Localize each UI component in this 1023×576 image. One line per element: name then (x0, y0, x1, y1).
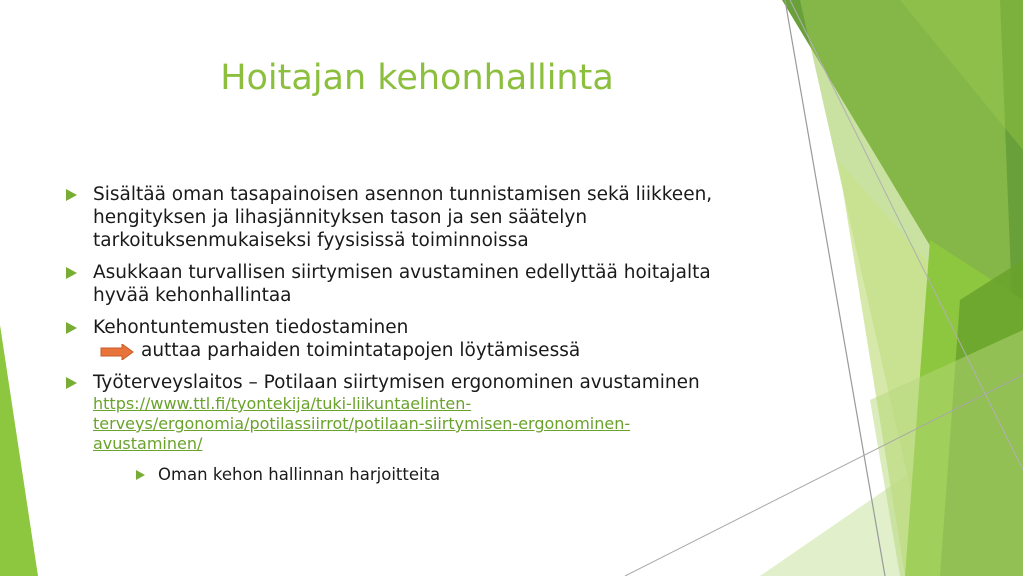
triangle-right-icon (66, 267, 77, 279)
arrow-result-line (93, 339, 762, 362)
bullet-item (62, 183, 762, 252)
bullet-text-line: Sisältää oman tasapainoisen asennon tunnistamisen sekä liikkeen, (93, 184, 713, 205)
ttl-link-line[interactable]: terveys/ergonomia/potilassiirrot/potilaan-siirtymisen-ergonominen- (93, 414, 631, 433)
bullet-text-line: hyvää kehonhallintaa (93, 285, 292, 306)
slide-title: Hoitajan kehonhallinta (220, 58, 614, 98)
bullet-text-line: Työterveyslaitos – Potilaan siirtymisen ergonominen avustaminen (93, 372, 700, 393)
sub-bullet-item (125, 464, 762, 486)
bullet-item (62, 371, 762, 486)
triangle-right-icon (66, 189, 77, 201)
ttl-link-line[interactable]: https://www.ttl.fi/tyontekija/tuki-liikuntaelinten- (93, 394, 472, 413)
bullet-text-line: tarkoituksenmukaiseksi fyysisissä toiminnoissa (93, 230, 529, 251)
ttl-link-line[interactable]: avustaminen/ (93, 434, 203, 453)
triangle-right-icon (66, 377, 77, 389)
arrow-result-text: auttaa parhaiden toimintatapojen löytämisessä (141, 340, 581, 361)
triangle-right-icon (136, 470, 145, 480)
bullet-text-line: hengityksen ja lihasjännityksen tason ja sen säätelyn (93, 207, 588, 228)
left-green-wedge (0, 325, 38, 576)
bullet-item (62, 261, 762, 307)
triangle-right-icon (66, 322, 77, 334)
bullet-item (62, 316, 762, 362)
bullet-list (62, 183, 762, 495)
arrow-right-icon (100, 344, 134, 360)
sub-bullet-text: Oman kehon hallinnan harjoitteita (158, 465, 441, 484)
bullet-text-line: Kehontuntemusten tiedostaminen (93, 317, 409, 338)
bullet-text-line: Asukkaan turvallisen siirtymisen avustaminen edellyttää hoitajalta (93, 262, 711, 283)
